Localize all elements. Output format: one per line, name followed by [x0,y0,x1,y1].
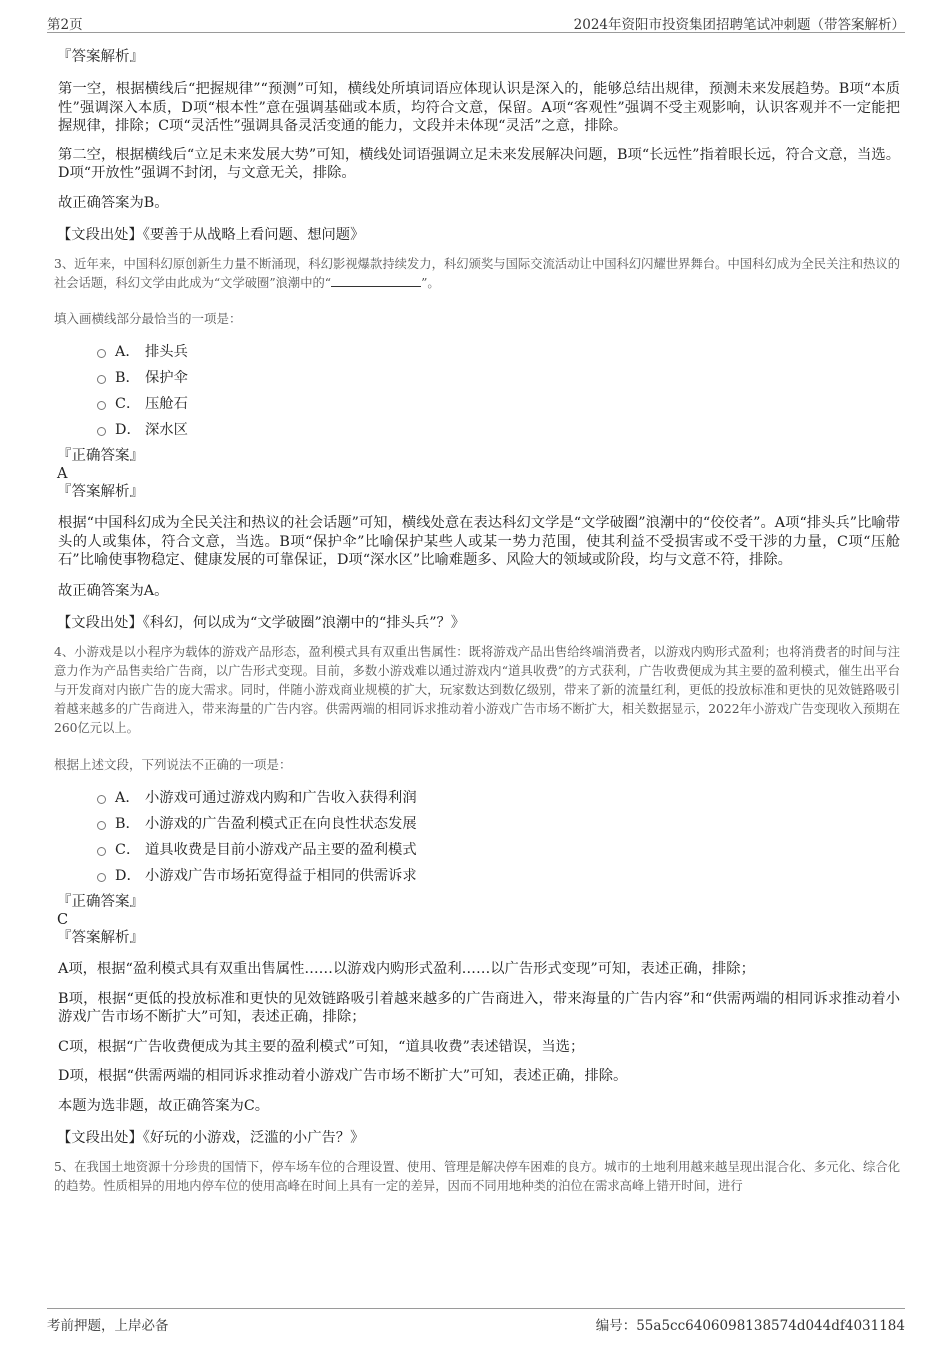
page-header [47,10,905,33]
analysis-label: 『答案解析』 [57,930,144,946]
correct-answer: C [57,912,69,928]
page-footer [47,1308,905,1334]
radio-icon[interactable] [97,847,106,856]
question-instruction: 填入画横线部分最恰当的一项是： [54,311,242,326]
analysis-item-b: B项，根据“更低的投放标准和更快的见效链路吸引着越来越多的广告商进入，带来海量的广告内容”和“供需两端的相同诉求推动着小游戏广告市场不断扩大”可知，表述正确，排除； [58,990,900,1025]
answer-blank [331,274,421,287]
analysis-paragraph: 根据“中国科幻成为全民关注和热议的社会话题”可知，横线处意在表达科幻文学是“文学破圈”浪潮中的“佼佼者”。A项“排头兵”比喻带头的人或集体，符合文意，当选。B项“保护伞”比喻保护某些人或某一势力范围，使其利益不受损害或不受干涉的力量，C项“压舱石”比喻使事物稳定、健康发展的可靠保证，D项“深水区”比喻难题多、风险大的领域或阶段，均与文意不符，排除。 [58,515,900,568]
radio-icon[interactable] [97,427,106,436]
analysis-item-d: D项，根据“供需两端的相同诉求推动着小游戏广告市场不断扩大”可知，表述正确，排除。 [58,1068,628,1084]
analysis-item-a: A项，根据“盈利模式具有双重出售属性……以游戏内购形式盈利……以广告形式变现”可知，表述正确，排除； [58,961,755,977]
option-list [57,785,900,889]
radio-icon[interactable] [97,873,106,882]
analysis-paragraph: 第一空，根据横线后“把握规律”“预测”可知，横线处所填词语应体现认识是深入的，能够总结出规律，预测未来发展趋势。B项“本质性”强调深入本质，D项“根本性”意在强调基础或本质，均符合文意，保留。A项“客观性”强调不受主观影响，认识客观并不一定能把握规律，排除；C项“灵活性”强调具备灵活变通的能力，文段并未体现“灵活”之意，排除。 [58,81,900,134]
question-stem: 4、小游戏是以小程序为载体的游戏产品形态，盈利模式具有双重出售属性：既将游戏产品出售给终端消费者，以游戏内购形式盈利；也将消费者的时间与注意力作为产品售卖给广告商，以广告形式变现。目前，多数小游戏难以通过游戏内“道具收费”的方式获利，广告收费便成为其主要的盈利模式，催生出平台与开发商对内嵌广告的庞大需求。同时，伴随小游戏商业规模的扩大，玩家数达到数亿级别，带来了新的流量红利，更低的投放标准和更快的见效链路吸引着越来越多的广告商进入，带来海量的广告内容。供需两端的相同诉求推动着小游戏广告市场不断扩大，相关数据显示，2022年小游戏广告变现收入预期在260亿元以上。 [54,645,900,735]
option-b[interactable]: B． 保护伞 [57,365,900,391]
option-b[interactable]: B． 小游戏的广告盈利模式正在向良性状态发展 [57,811,900,837]
option-d[interactable]: D． 深水区 [57,417,900,443]
conclusion: 故正确答案为A。 [58,582,169,599]
source-citation: 【文段出处】《要善于从战略上看问题、想问题》 [57,227,365,243]
question-stem: 3、近年来，中国科幻原创新生力量不断涌现，科幻影视爆款持续发力，科幻颁奖与国际交流活动让中国科幻闪耀世界舞台。中国科幻成为全民关注和热议的社会话题，科幻文学由此成为“文学破圈”浪潮中的“ ”。 [54,257,900,290]
page-number: 第2页 [47,17,83,33]
document-title: 2024年资阳市投资集团招聘笔试冲刺题（带答案解析） [573,17,905,33]
option-a[interactable]: A． 小游戏可通过游戏内购和广告收入获得利润 [57,785,900,811]
question-instruction: 根据上述文段，下列说法不正确的一项是： [54,757,292,772]
conclusion: 故正确答案为B。 [58,194,169,211]
document-code: 编号：55a5cc6406098138574d044df4031184 [595,1318,905,1334]
radio-icon[interactable] [97,349,106,358]
page-content [54,36,900,1196]
option-d[interactable]: D． 小游戏广告市场拓宽得益于相同的供需诉求 [57,863,900,889]
radio-icon[interactable] [97,821,106,830]
conclusion: 本题为选非题，故正确答案为C。 [58,1097,270,1114]
option-c[interactable]: C． 压舱石 [57,391,900,417]
analysis-paragraph: 第二空，根据横线后“立足未来发展大势”可知，横线处词语强调立足未来发展解决问题，B项“长远性”指着眼长远，符合文意，当选。D项“开放性”强调不封闭，与文意无关，排除。 [58,146,900,181]
source-citation: 【文段出处】《好玩的小游戏，泛滥的小广告？》 [57,1130,365,1146]
correct-answer: A [57,466,68,482]
analysis-label: 『答案解析』 [57,49,144,65]
analysis-item-c: C项，根据“广告收费便成为其主要的盈利模式”可知，“道具收费”表述错误，当选； [58,1038,585,1055]
radio-icon[interactable] [97,401,106,410]
radio-icon[interactable] [97,795,106,804]
option-c[interactable]: C． 道具收费是目前小游戏产品主要的盈利模式 [57,837,900,863]
correct-answer-label: 『正确答案』 [57,448,144,464]
radio-icon[interactable] [97,375,106,384]
option-list [57,339,900,443]
footer-slogan: 考前押题，上岸必备 [47,1318,169,1334]
option-a[interactable]: A． 排头兵 [57,339,900,365]
source-citation: 【文段出处】《科幻，何以成为“文学破圈”浪潮中的“排头兵”？》 [57,615,466,631]
analysis-label: 『答案解析』 [57,484,144,500]
correct-answer-label: 『正确答案』 [57,894,144,910]
question-stem: 5、在我国土地资源十分珍贵的国情下，停车场车位的合理设置、使用、管理是解决停车困难的良方。城市的土地利用越来越呈现出混合化、多元化、综合化的趋势。性质相异的用地内停车位的使用高峰在时间上具有一定的差异，因而不同用地种类的泊位在需求高峰上错开时间，进行 [54,1160,900,1193]
